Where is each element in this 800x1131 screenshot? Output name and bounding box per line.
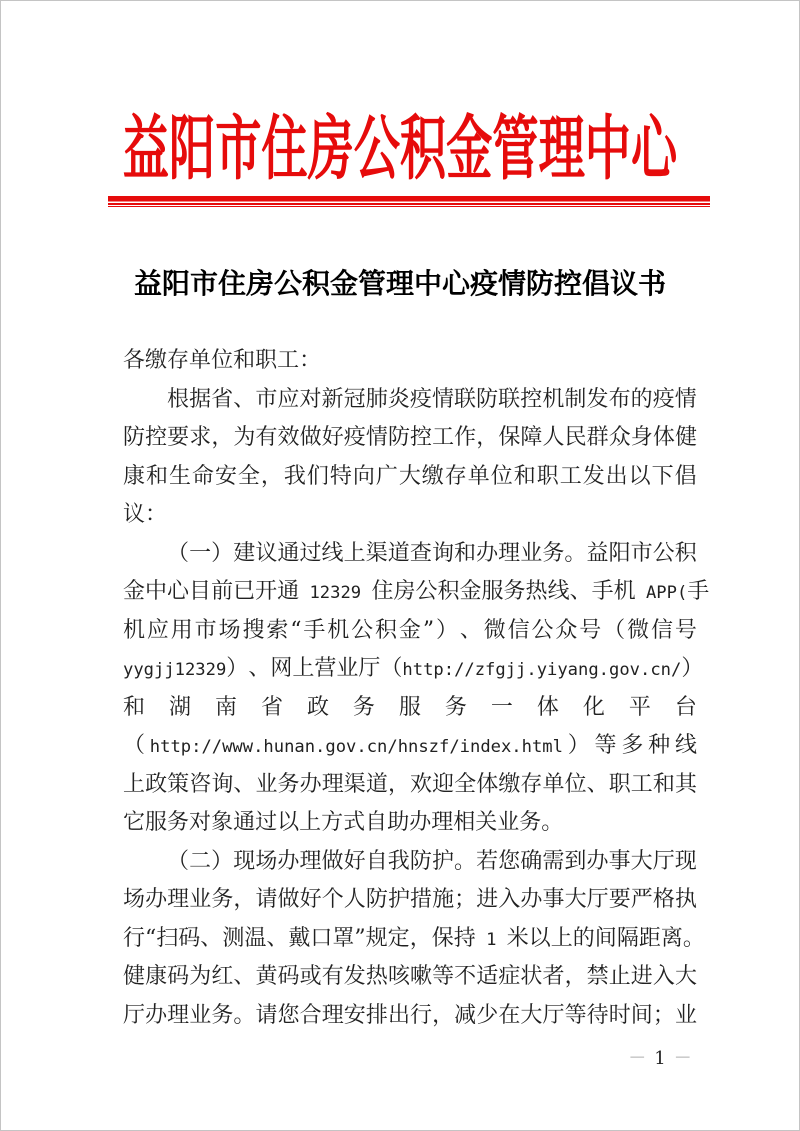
- letterhead-banner: [0, 106, 800, 190]
- body-line: 议：: [123, 502, 168, 527]
- body-line: 它服务对象通过以上方式自助办理相关业务。: [123, 810, 564, 835]
- body-line: （ 一 ） 建 议 通 过 线 上 渠 道 查 询 和 办 理 业 务 。 益 阳 市 公 积: [167, 540, 697, 566]
- body-line: 上 政 策 咨 询 、 业 务 办 理 渠 道 ， 欢 迎 全 体 缴 存 单 位 、 职 工 和 其: [123, 771, 697, 797]
- document-title: 益阳市住房公积金管理中心疫情防控倡议书: [133, 267, 666, 300]
- body-line: 和 湖 南 省 政 务 服 务 一 体 化 平 台: [123, 694, 697, 720]
- body-line: （ 二 ） 现 场 办 理 做 好 自 我 防 护 。 若 您 确 需 到 办 事 大 厅 现: [167, 848, 697, 874]
- body-line: 行 “ 扫 码 、 测 温 、 戴 口 罩 ” 规 定 ， 保 持 1 米 以 上 的 间 隔 距 离 。: [123, 925, 705, 951]
- page-number: [600, 1048, 720, 1070]
- body-line: 防 控 要 求 ， 为 有 效 做 好 疫 情 防 控 工 作 ， 保 障 人 民 群 众 身 体 健: [123, 425, 697, 450]
- body-line: 康 和 生 命 安 全 ， 我 们 特 向 广 大 缴 存 单 位 和 职 工 发 出 以 下 倡: [123, 463, 697, 489]
- page-number-right-dash: －: [673, 1048, 692, 1069]
- page-number-value: 1: [654, 1048, 666, 1069]
- body-line: 根 据 省 、 市 应 对 新 冠 肺 炎 疫 情 联 防 联 控 机 制 发 布 的 疫 情: [167, 386, 697, 412]
- body-line: 健 康 码 为 红 、 黄 码 或 有 发 热 咳 嗽 等 不 适 症 状 者 ， 禁 止 进 入 大: [123, 964, 697, 989]
- page-number-left-dash: －: [628, 1048, 647, 1069]
- body-line: （ http://www.hunan.gov.cn/hnszf/index.html ） 等 多 种 线: [123, 733, 697, 758]
- letterhead-text: 益阳市住房公积金管理中心: [122, 106, 678, 190]
- document-body: [123, 342, 710, 1035]
- body-line: 厅 办 理 业 务 。 请 您 合 理 安 排 出 行 ， 减 少 在 大 厅 等 待 时 间 ； 业: [123, 1002, 697, 1028]
- letterhead-rule: [108, 196, 710, 207]
- body-line: 金 中 心 目 前 已 开 通 12329 住 房 公 积 金 服 务 热 线 、 手 机 APP( 手: [123, 579, 710, 604]
- body-line: yygjj12329 ） 、 网 上 营 业 厅 （ http://zfgjj.yiyang.gov.cn/ ）: [123, 656, 704, 681]
- body-line: 场 办 理 业 务 ， 请 做 好 个 人 防 护 措 施 ； 进 入 办 事 大 厅 要 严 格 执: [123, 887, 697, 912]
- body-line: 各缴存单位和职工：: [123, 348, 322, 373]
- body-line: 机 应 用 市 场 搜 索 “ 手 机 公 积 金 ” ） 、 微 信 公 众 号 （ 微 信 号: [123, 617, 697, 643]
